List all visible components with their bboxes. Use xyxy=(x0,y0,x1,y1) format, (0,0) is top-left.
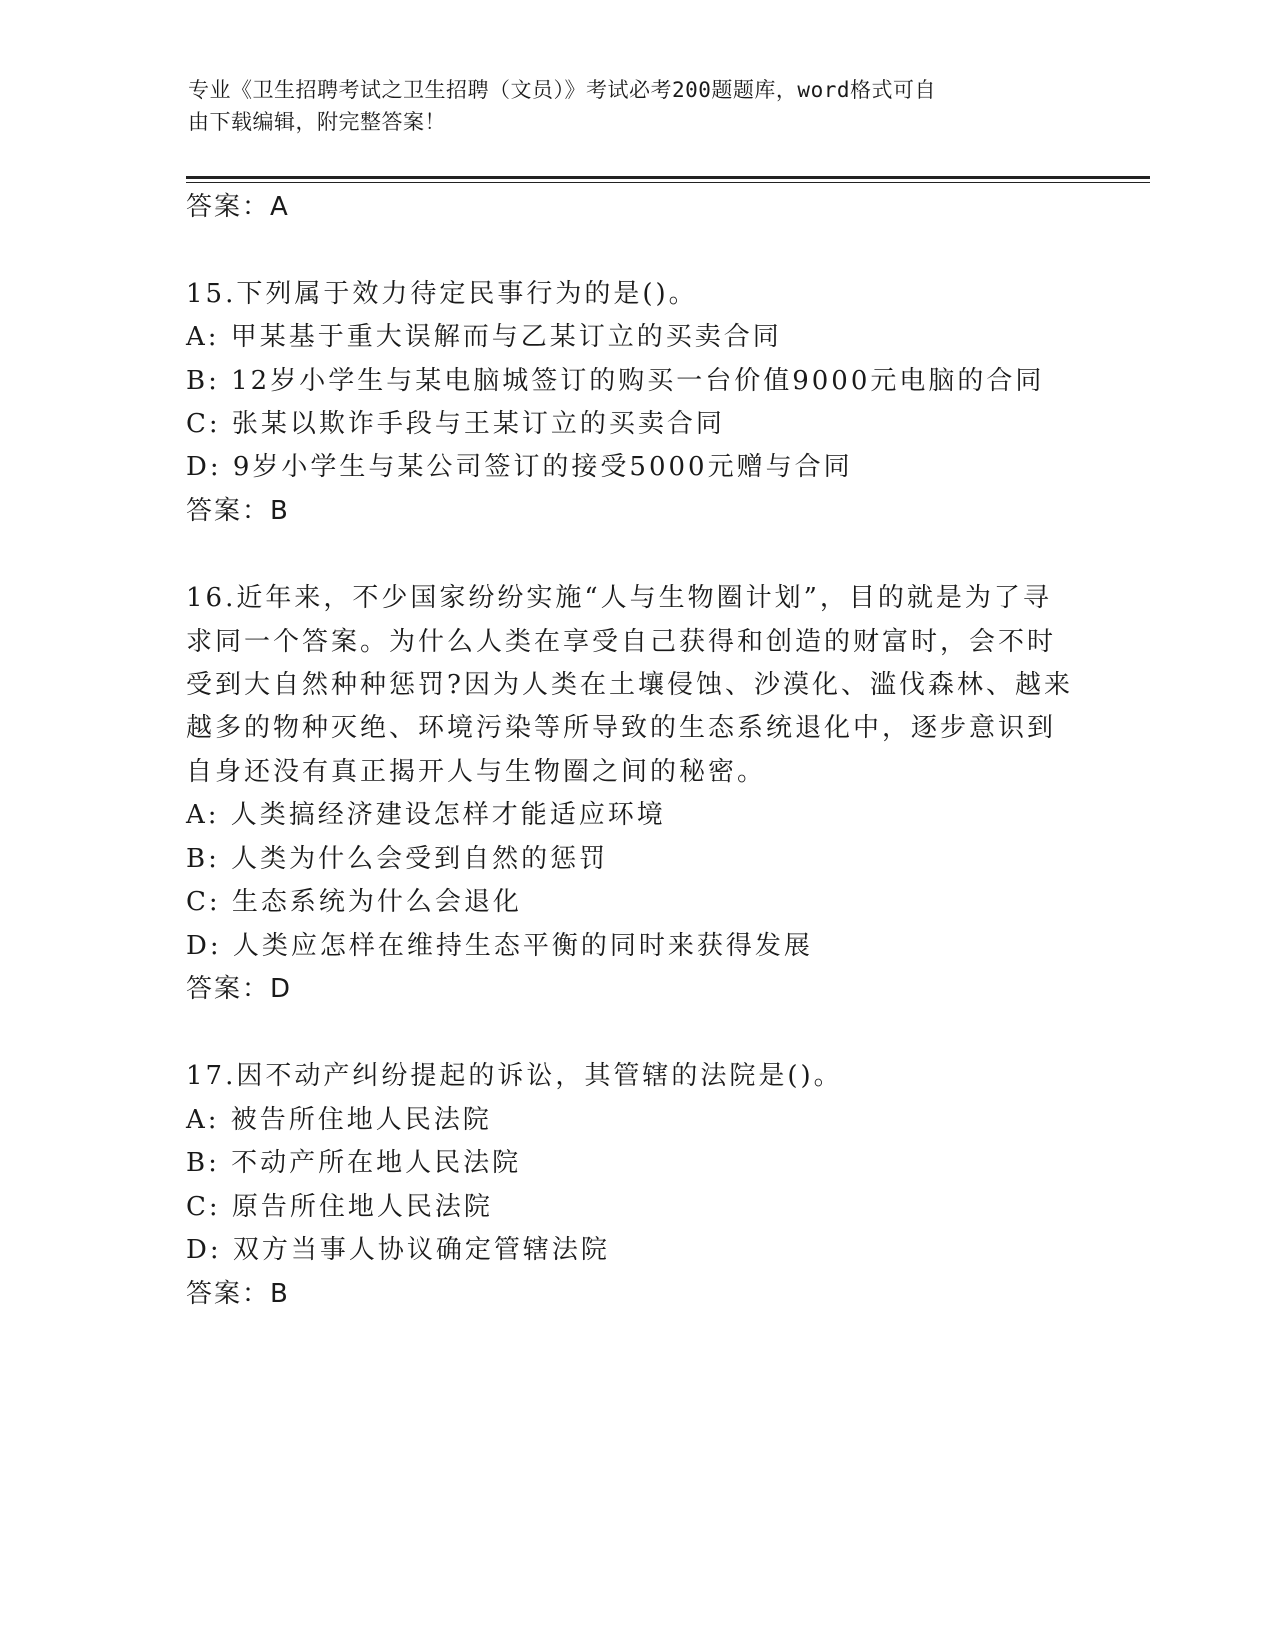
question-17-option-b: B: 不动产所在地人民法院 xyxy=(186,1148,522,1178)
header-line-2: 由下载编辑，附完整答案！ xyxy=(188,110,446,134)
header-line-1: 专业《卫生招聘考试之卫生招聘（文员）》考试必考200题题库，word格式可自 xyxy=(188,78,936,102)
question-15-option-d: D: 9岁小学生与某公司签订的接受5000元赠与合同 xyxy=(186,452,853,482)
header-divider-thin xyxy=(186,182,1150,183)
question-17-option-c: C: 原告所住地人民法院 xyxy=(186,1192,493,1222)
question-16-option-c: C: 生态系统为什么会退化 xyxy=(186,887,522,917)
question-16-stem-line-1: 16.近年来，不少国家纷纷实施“人与生物圈计划”，目的就是为了寻 xyxy=(186,583,1052,613)
question-16-stem-line-5: 自身还没有真正揭开人与生物圈之间的秘密。 xyxy=(186,757,767,787)
question-16-stem-line-2: 求同一个答案。为什么人类在享受自己获得和创造的财富时，会不时 xyxy=(186,627,1057,657)
question-16-stem-line-3: 受到大自然种种惩罚?因为人类在土壤侵蚀、沙漠化、滥伐森林、越来 xyxy=(186,670,1073,700)
question-15-stem: 15.下列属于效力待定民事行为的是()。 xyxy=(186,279,698,309)
question-16-option-d: D: 人类应怎样在维持生态平衡的同时来获得发展 xyxy=(186,931,813,961)
question-17-option-a: A: 被告所住地人民法院 xyxy=(186,1105,492,1135)
question-17-answer: 答案：B xyxy=(186,1279,290,1309)
previous-answer: 答案：A xyxy=(186,192,290,222)
question-15-option-c: C: 张某以欺诈手段与王某订立的买卖合同 xyxy=(186,409,725,439)
question-15-answer: 答案：B xyxy=(186,496,290,526)
header-divider-thick xyxy=(186,176,1150,179)
question-17-stem: 17.因不动产纠纷提起的诉讼，其管辖的法院是()。 xyxy=(186,1061,843,1091)
question-17-option-d: D: 双方当事人协议确定管辖法院 xyxy=(186,1235,610,1265)
document-header xyxy=(188,74,1068,138)
question-16-option-b: B: 人类为什么会受到自然的惩罚 xyxy=(186,844,609,874)
question-15-option-a: A: 甲某基于重大误解而与乙某订立的买卖合同 xyxy=(186,322,782,352)
question-16-stem-line-4: 越多的物种灭绝、环境污染等所导致的生态系统退化中，逐步意识到 xyxy=(186,713,1057,743)
question-16-option-a: A: 人类搞经济建设怎样才能适应环境 xyxy=(186,800,666,830)
question-16-answer: 答案：D xyxy=(186,974,293,1004)
question-15-option-b: B: 12岁小学生与某电脑城签订的购买一台价值9000元电脑的合同 xyxy=(186,366,1045,396)
